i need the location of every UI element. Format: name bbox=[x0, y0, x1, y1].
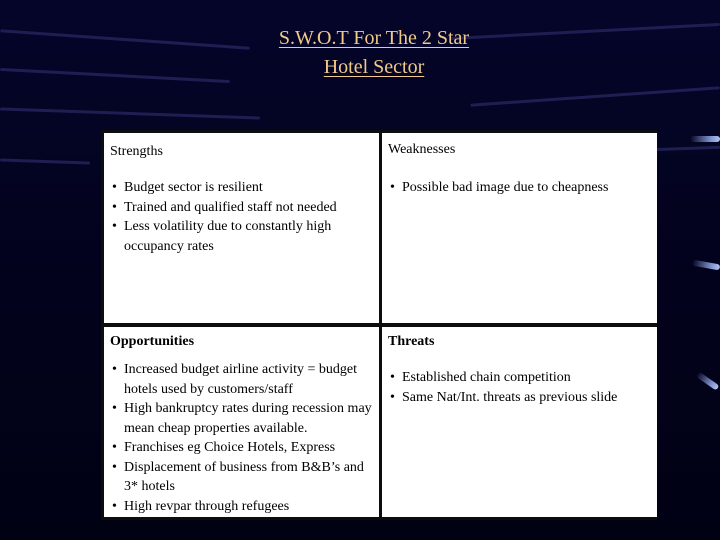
weaknesses-heading: Weaknesses bbox=[388, 142, 456, 157]
background-streak bbox=[0, 158, 90, 164]
list-item: • Possible bad image due to cheapness bbox=[388, 178, 651, 198]
list-item: • Budget sector is resilient bbox=[110, 178, 373, 198]
background-streak bbox=[470, 86, 720, 106]
slide-title-line-2: Hotel Sector bbox=[323, 56, 425, 78]
threats-heading: Threats bbox=[388, 334, 435, 349]
slide-title-line-1: S.W.O.T For The 2 Star bbox=[278, 27, 470, 49]
strengths-cell bbox=[104, 133, 379, 323]
threats-list bbox=[388, 368, 651, 407]
opportunities-list bbox=[110, 360, 373, 516]
opportunities-cell bbox=[104, 327, 379, 517]
background-arrow bbox=[696, 371, 720, 390]
swot-table bbox=[101, 130, 657, 520]
background-streak bbox=[0, 107, 260, 119]
list-item: • Same Nat/Int. threats as previous slide bbox=[388, 388, 651, 408]
opportunities-heading: Opportunities bbox=[110, 334, 195, 349]
weaknesses-cell bbox=[382, 133, 657, 323]
list-item: • Less volatility due to constantly high occupancy rates bbox=[110, 217, 373, 256]
list-item: • Established chain competition bbox=[388, 368, 651, 388]
slide-title bbox=[0, 24, 720, 82]
weaknesses-list bbox=[388, 178, 651, 198]
background-arrow bbox=[690, 136, 720, 142]
list-item: • High bankruptcy rates during recession may mean cheap properties available. bbox=[110, 399, 373, 438]
background-arrow bbox=[692, 260, 720, 271]
list-item: • Trained and qualified staff not needed bbox=[110, 198, 373, 218]
list-item: • High revpar through refugees bbox=[110, 497, 373, 517]
threats-cell bbox=[382, 327, 657, 517]
strengths-list bbox=[110, 178, 373, 256]
list-item: • Increased budget airline activity = budget hotels used by customers/staff bbox=[110, 360, 373, 399]
list-item: • Franchises eg Choice Hotels, Express bbox=[110, 438, 373, 458]
strengths-heading: Strengths bbox=[110, 144, 163, 159]
list-item: • Displacement of business from B&B’s and 3* hotels bbox=[110, 458, 373, 497]
